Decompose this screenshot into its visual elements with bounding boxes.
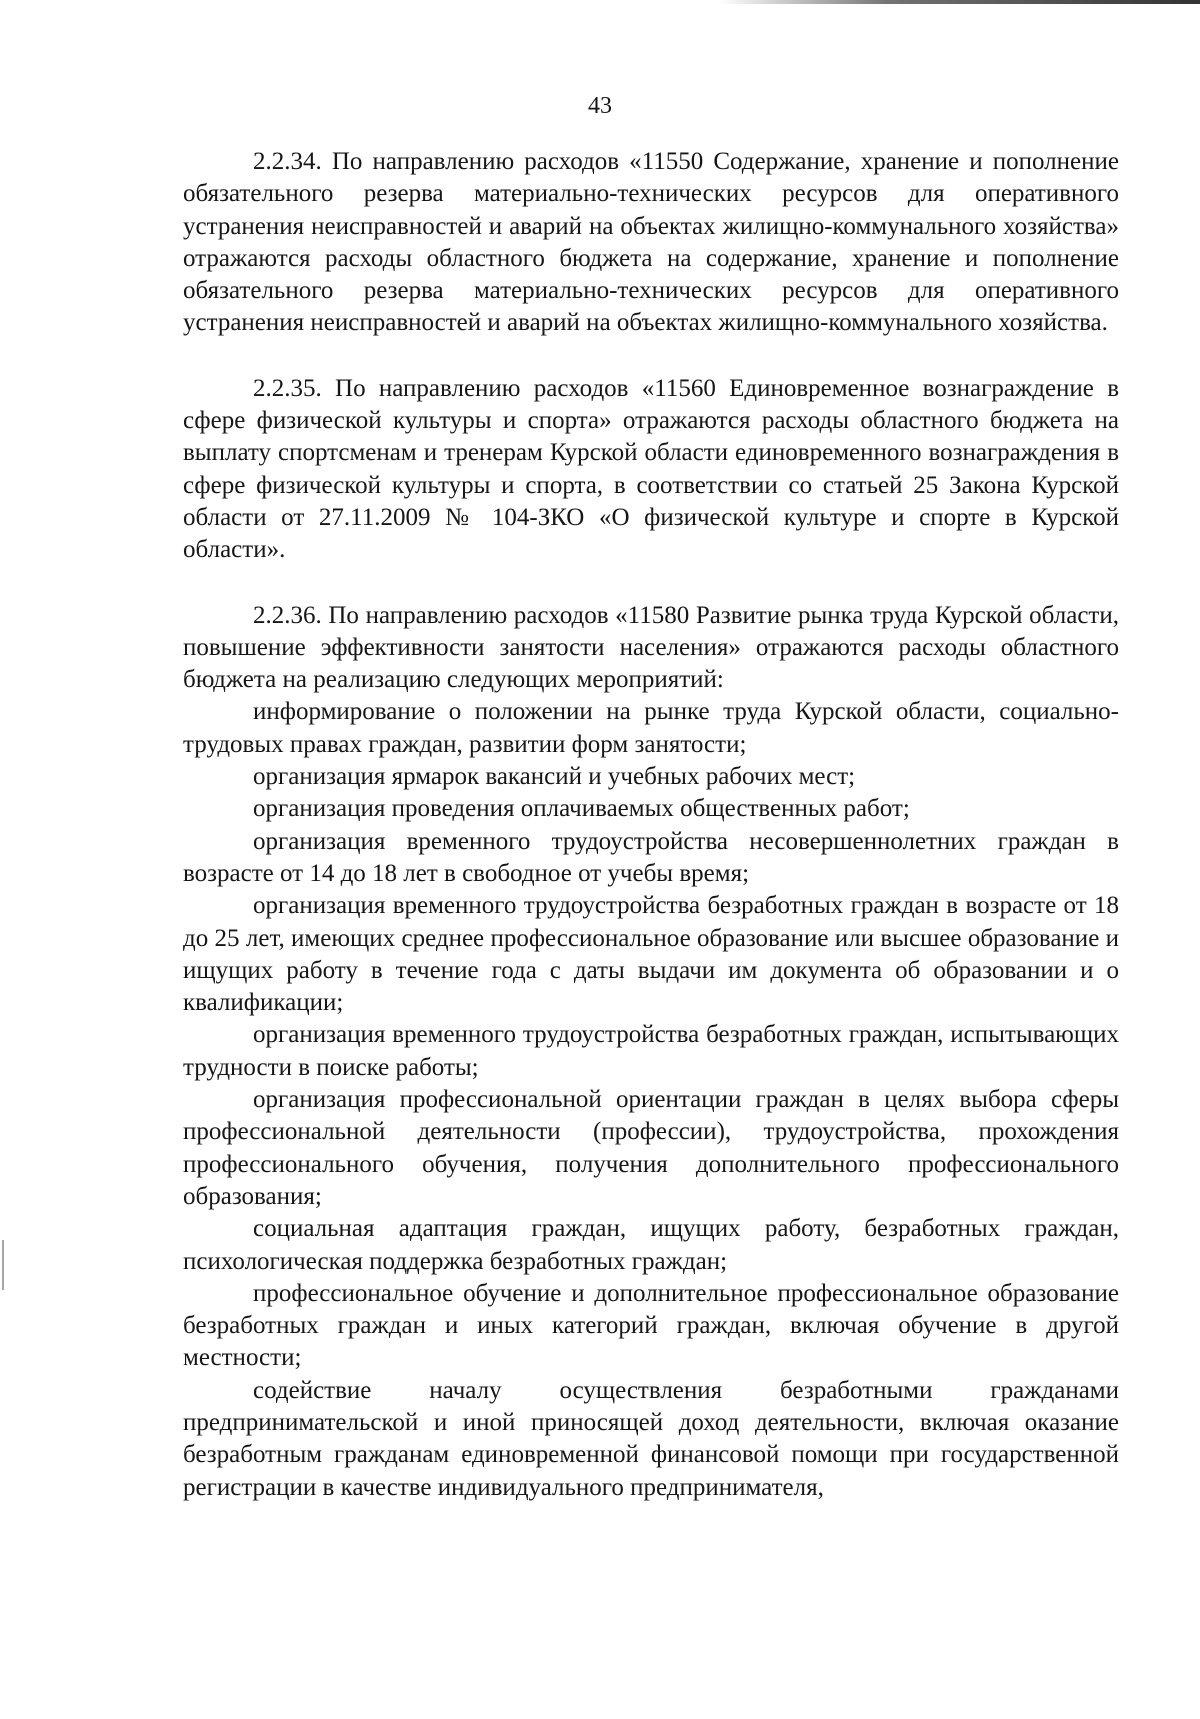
document-body [183, 146, 1119, 1537]
list-item: организация профессиональной ориентации граждан в целях выбора сферы профессиональной деятельности (профессии), трудоустройства, прохождения профессионального обучения, получения дополнительного профессионального образования; [183, 1086, 1119, 1210]
paragraph: 2.2.35. По направлению расходов «11560 Единовременное вознаграждение в сфере физической культуры и спорта» отражаются расходы областного бюджета на выплату спортсменам и тренерам Курской области единовременного вознаграждения в сфере физической культуры и спорта, в соответствии со статьей 25 Закона Курской области от 27.11.2009 № 104-ЗКО «О физической культуре и спорте в Курской области». [183, 374, 1119, 564]
list-item: содействие началу осуществления безработными гражданами предпринимательской и иной приносящей доход деятельности, включая оказание безработным гражданам единовременной финансовой помощи при государственной регистрации в качестве индивидуального предпринимателя, [183, 1376, 1119, 1501]
paragraph: 2.2.34. По направлению расходов «11550 Содержание, хранение и пополнение обязательного резерва материально-технических ресурсов для оперативного устранения неисправностей и аварий на объектах жилищно-коммунального хозяйства» отражаются расходы областного бюджета на содержание, хранение и пополнение обязательного резерва материально-технических ресурсов для оперативного устранения неисправностей и аварий на объектах жилищно-коммунального хозяйства. [183, 148, 1119, 337]
list-item: организация временного трудоустройства несовершеннолетних граждан в возрасте от 14 до 18 лет в свободное от учебы время; [183, 827, 1119, 887]
scan-edge-artifact [2, 1240, 4, 1290]
list-item: информирование о положении на рынке труда Курской области, социально-трудовых правах граждан, развитии форм занятости; [183, 698, 1119, 758]
page-number: 43 [588, 93, 612, 119]
list-item: социальная адаптация граждан, ищущих работу, безработных граждан, психологическая поддержка безработных граждан; [183, 1215, 1119, 1275]
section-2-2-36 [183, 600, 1119, 1504]
paragraph: 2.2.36. По направлению расходов «11580 Развитие рынка труда Курской области, повышение эффективности занятости населения» отражаются расходы областного бюджета на реализацию следующих мероприятий: [183, 601, 1119, 694]
section-2-2-35 [183, 373, 1119, 567]
section-2-2-34 [183, 146, 1119, 340]
list-item: организация ярмарок вакансий и учебных рабочих мест; [253, 763, 856, 791]
list-item: организация временного трудоустройства безработных граждан, испытывающих трудности в поиске работы; [183, 1021, 1119, 1081]
list-item: организация проведения оплачиваемых общественных работ; [253, 795, 910, 823]
scan-edge-artifact [720, 0, 1200, 4]
list-item: профессиональное обучение и дополнительное профессиональное образование безработных граждан и иных категорий граждан, включая обучение в другой местности; [183, 1279, 1119, 1372]
list-item: организация временного трудоустройства безработных граждан в возрасте от 18 до 25 лет, имеющих среднее профессиональное образование или высшее образование и ищущих работу в течение года с даты выдачи им документа об образовании и о квалификации; [183, 892, 1119, 1017]
